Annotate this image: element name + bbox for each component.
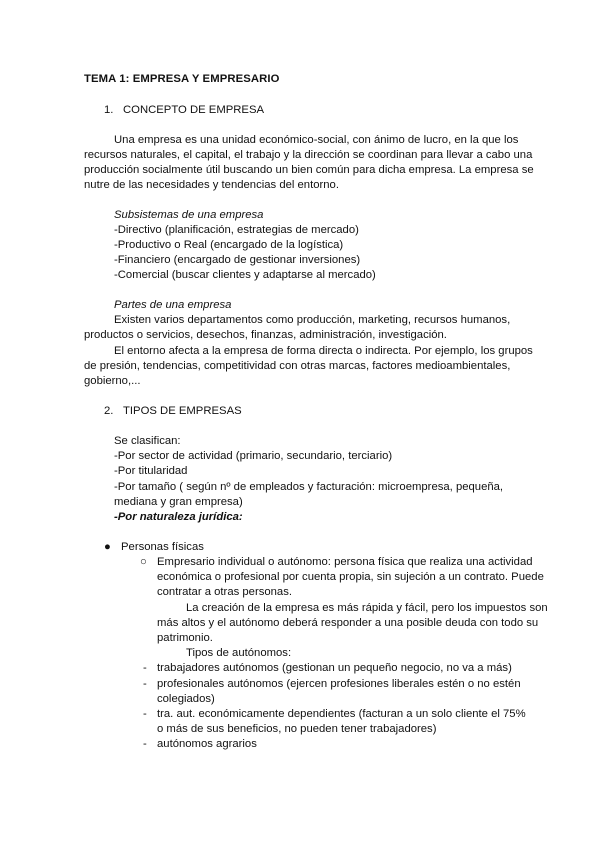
parts-para-line: de presión, tendencias, competitividad con otras marcas, factores medioambientales,: [84, 360, 511, 372]
dash-marker: -: [143, 708, 147, 720]
criteria-item: -Por titularidad: [114, 465, 188, 477]
bullet-dot: ●: [104, 541, 111, 553]
autonomo-para-line: más altos y el autónomo deberá responder a una posible deuda con todo su: [157, 617, 539, 629]
dash-marker: -: [143, 738, 147, 750]
autonomo-type-item-cont: o más de sus beneficios, no pueden tener trabajadores): [157, 723, 437, 735]
section-2-title: TIPOS DE EMPRESAS: [123, 405, 242, 417]
legal-nature-heading: -Por naturaleza jurídica:: [114, 511, 243, 523]
autonomo-type-item: profesionales autónomos (ejercen profesiones liberales estén o no estén: [157, 678, 521, 690]
subsystem-item: -Directivo (planificación, estrategias de mercado): [114, 224, 359, 236]
dash-marker: -: [143, 662, 147, 674]
autonomo-type-item: tra. aut. económicamente dependientes (facturan a un solo cliente el 75%: [157, 708, 526, 720]
autonomo-type-item: autónomos agrarios: [157, 738, 257, 750]
autonomo-para-line: La creación de la empresa es más rápida y fácil, pero los impuestos son: [186, 602, 548, 614]
subsystems-title: Subsistemas de una empresa: [114, 209, 264, 221]
autonomo-para-line: patrimonio.: [157, 632, 213, 644]
criteria-item: -Por sector de actividad (primario, secundario, terciario): [114, 450, 393, 462]
autonomo-definition-line: contratar a otras personas.: [157, 586, 293, 598]
concept-para-line: recursos naturales, el capital, el trabajo y la dirección se coordinan para llevar a cabo una: [84, 149, 533, 161]
criteria-item: -Por tamaño ( según nº de empleados y facturación: microempresa, pequeña,: [114, 481, 504, 493]
parts-para-line: gobierno,...: [84, 375, 141, 387]
dash-marker: -: [143, 678, 147, 690]
section-1-number: 1.: [104, 104, 114, 116]
autonomo-type-item: trabajadores autónomos (gestionan un pequeño negocio, no va a más): [157, 662, 512, 674]
concept-para-line: producción socialmente útil buscando un bien común para dicha empresa. La empresa se: [84, 164, 534, 176]
autonomo-definition-line: económica o profesional por cuenta propia, sin sujeción a un contrato. Puede: [157, 571, 544, 583]
criteria-item: mediana y gran empresa): [114, 496, 243, 508]
section-1-title: CONCEPTO DE EMPRESA: [123, 104, 265, 116]
subsystem-item: -Comercial (buscar clientes y adaptarse al mercado): [114, 269, 376, 281]
parts-para-line: Existen varios departamentos como producción, marketing, recursos humanos,: [114, 314, 511, 326]
document-title: TEMA 1: EMPRESA Y EMPRESARIO: [84, 73, 280, 85]
classify-intro: Se clasifican:: [114, 435, 181, 447]
parts-para-line: El entorno afecta a la empresa de forma directa o indirecta. Por ejemplo, los grupos: [114, 345, 533, 357]
concept-para-line: nutre de las necesidades y tendencias del entorno.: [84, 179, 339, 191]
concept-para-line: Una empresa es una unidad económico-social, con ánimo de lucro, en la que los: [114, 134, 519, 146]
autonomo-definition-line: Empresario individual o autónomo: persona física que realiza una actividad: [157, 556, 533, 568]
subsystem-item: -Productivo o Real (encargado de la logística): [114, 239, 344, 251]
subsystem-item: -Financiero (encargado de gestionar inversiones): [114, 254, 361, 266]
autonomo-type-item-cont: colegiados): [157, 693, 215, 705]
autonomo-types-title: Tipos de autónomos:: [186, 647, 292, 659]
parts-para-line: productos o servicios, desechos, finanzas, administración, investigación.: [84, 329, 447, 341]
section-2-number: 2.: [104, 405, 114, 417]
bullet-circle: ○: [140, 556, 147, 568]
bullet-personas-fisicas: Personas físicas: [121, 541, 204, 553]
parts-title: Partes de una empresa: [114, 299, 232, 311]
